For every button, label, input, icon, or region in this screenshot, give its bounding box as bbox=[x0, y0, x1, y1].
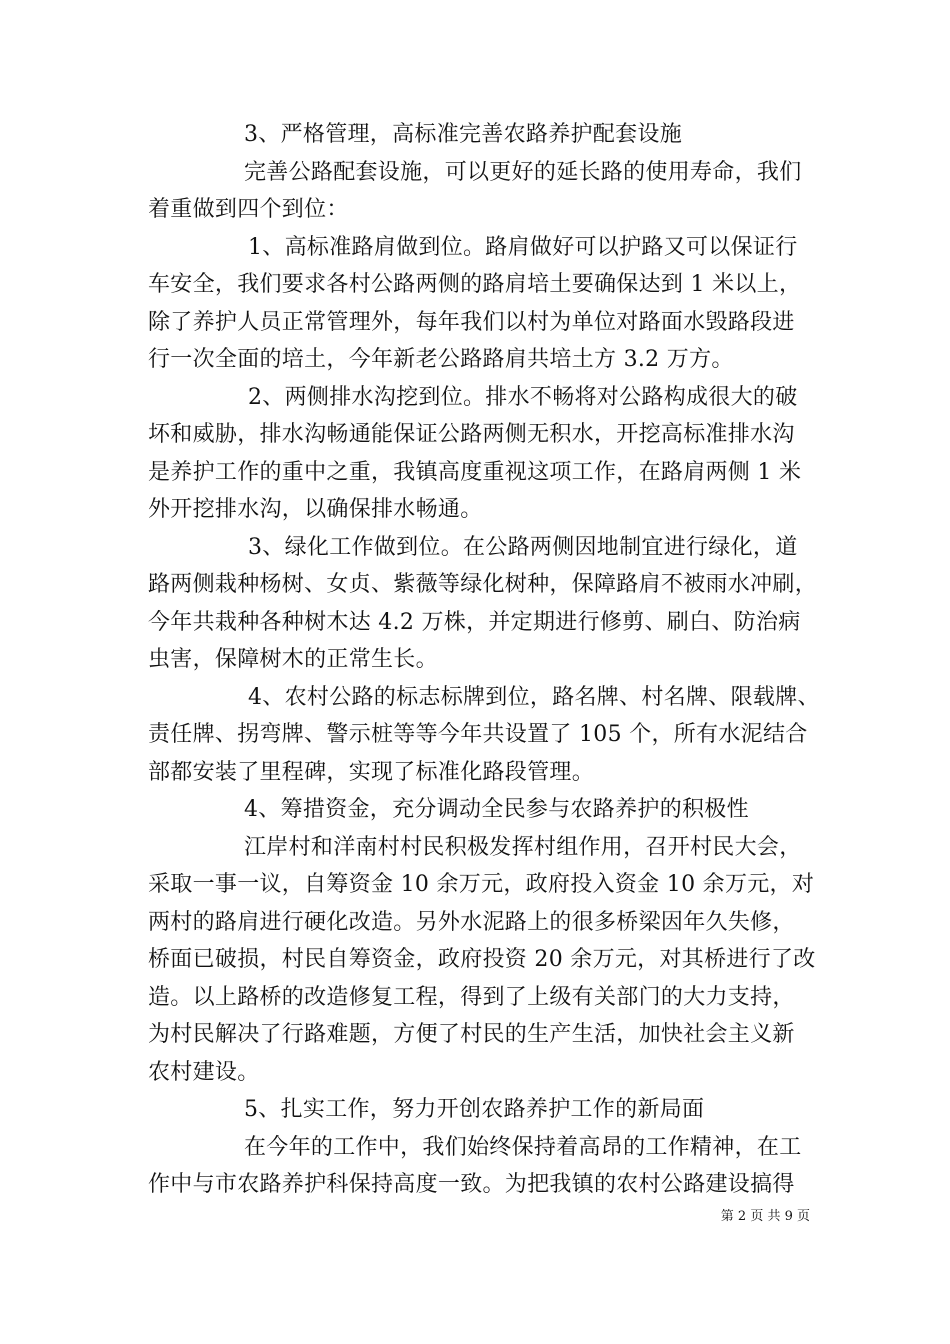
paragraph-line: 是养护工作的重中之重，我镇高度重视这项工作，在路肩两侧 1 米 bbox=[148, 459, 802, 485]
paragraph-line: 路两侧栽种杨树、女贞、紫薇等绿化树种，保障路肩不被雨水冲刷， bbox=[148, 572, 818, 597]
paragraph-line: 行一次全面的培土，今年新老公路路肩共培土方 3.2 万方。 bbox=[148, 347, 734, 372]
paragraph-line: 今年共栽种各种树木达 4.2 万株，并定期进行修剪、刷白、防治病 bbox=[148, 609, 801, 635]
paragraph-line: 2、两侧排水沟挖到位。排水不畅将对公路构成很大的破 bbox=[248, 384, 798, 410]
paragraph-line: 部都安装了里程碑，实现了标准化路段管理。 bbox=[148, 759, 595, 785]
paragraph-line: 为村民解决了行路难题，方便了村民的生产生活，加快社会主义新 bbox=[148, 1022, 795, 1047]
paragraph-line: 采取一事一议，自筹资金 10 余万元，政府投入资金 10 余万元，对 bbox=[148, 872, 815, 897]
document-body bbox=[148, 116, 820, 1204]
paragraph-line: 4、农村公路的标志标牌到位，路名牌、村名牌、限载牌、 bbox=[248, 684, 820, 710]
page-number: 第 2 页 共 9 页 bbox=[720, 1209, 810, 1224]
paragraph-line: 两村的路肩进行硬化改造。另外水泥路上的很多桥梁因年久失修， bbox=[148, 909, 795, 935]
section-heading: 3、严格管理，高标准完善农路养护配套设施 bbox=[244, 122, 682, 147]
paragraph-line: 3、绿化工作做到位。在公路两侧因地制宜进行绿化，道 bbox=[248, 534, 798, 560]
paragraph-line: 外开挖排水沟，以确保排水畅通。 bbox=[148, 497, 483, 522]
paragraph-line: 桥面已破损，村民自筹资金，政府投资 20 余万元，对其桥进行了改 bbox=[148, 947, 816, 972]
section-heading: 4、筹措资金，充分调动全民参与农路养护的积极性 bbox=[244, 797, 749, 822]
paragraph-line: 江岸村和洋南村村民积极发挥村组作用，召开村民大会， bbox=[244, 834, 802, 860]
paragraph-line: 着重做到四个到位： bbox=[148, 197, 349, 222]
paragraph-line: 坏和威胁，排水沟畅通能保证公路两侧无积水，开挖高标准排水沟 bbox=[148, 422, 795, 447]
paragraph-line: 完善公路配套设施，可以更好的延长路的使用寿命，我们 bbox=[244, 159, 802, 185]
paragraph-line: 责任牌、拐弯牌、警示桩等等今年共设置了 105 个，所有水泥结合 bbox=[148, 722, 808, 747]
paragraph-line: 造。以上路桥的改造修复工程，得到了上级有关部门的大力支持， bbox=[148, 984, 795, 1010]
paragraph-line: 1、高标准路肩做到位。路肩做好可以护路又可以保证行 bbox=[248, 234, 798, 260]
paragraph-line: 农村建设。 bbox=[148, 1059, 260, 1085]
paragraph-line: 车安全，我们要求各村公路两侧的路肩培土要确保达到 1 米以上， bbox=[148, 272, 802, 297]
paragraph-line: 在今年的工作中，我们始终保持着高昂的工作精神，在工 bbox=[244, 1134, 802, 1160]
section-heading: 5、扎实工作，努力开创农路养护工作的新局面 bbox=[244, 1097, 705, 1122]
paragraph-line: 除了养护人员正常管理外，每年我们以村为单位对路面水毁路段进 bbox=[148, 309, 795, 335]
paragraph-line: 虫害，保障树木的正常生长。 bbox=[148, 647, 438, 672]
paragraph-line: 作中与市农路养护科保持高度一致。为把我镇的农村公路建设搞得 bbox=[148, 1172, 795, 1197]
